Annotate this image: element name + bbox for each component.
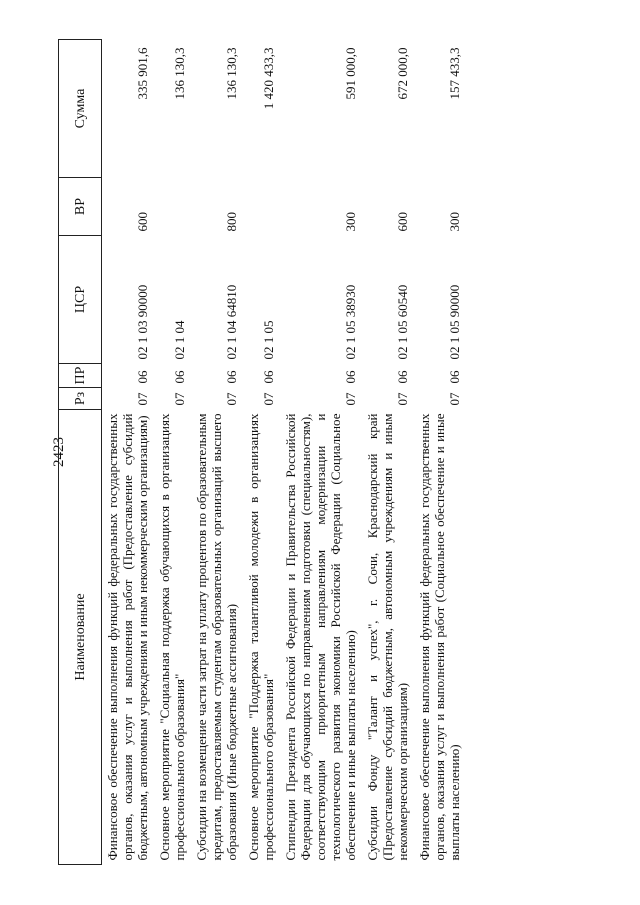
row-pr: 06 (261, 370, 276, 384)
row-csr: 02 1 05 90000 (447, 284, 462, 360)
header-csr: ЦСР (59, 236, 102, 364)
row-pr: 06 (343, 370, 358, 384)
header-sum: Сумма (59, 40, 102, 178)
row-sum: 136 130,3 (224, 47, 239, 100)
row-rz: 07 (447, 392, 462, 406)
row-csr: 02 1 05 38930 (343, 284, 358, 360)
row-pr: 06 (172, 370, 187, 384)
row-name: Основное мероприятие "Социальная поддержка обучающихся в организациях профессионального образования" (157, 413, 187, 861)
row-name: Субсидии на возмещение части затрат на уплату процентов по образовательным кредитам, предоставляемым студентам образовательных организаций высшего образования (Иные бюджетные ассигнования) (194, 413, 239, 861)
row-rz: 07 (224, 392, 239, 406)
row-sum: 1 420 433,3 (261, 47, 276, 110)
row-pr: 06 (447, 370, 462, 384)
row-rz: 07 (135, 392, 150, 406)
row-csr: 02 1 05 60540 (395, 284, 410, 360)
header-pr: ПР (59, 364, 102, 388)
row-csr: 02 1 05 (261, 320, 276, 360)
row-pr: 06 (135, 370, 150, 384)
row-rz: 07 (395, 392, 410, 406)
row-name: Финансовое обеспечение выполнения функций федеральных государственных органов, оказания услуг и выполнения работ (Предоставление субсидий бюджетным, автономным учреждениям и иным некоммерческим организациям) (105, 413, 150, 861)
row-rz: 07 (261, 392, 276, 406)
row-vr: 600 (395, 212, 410, 232)
row-name: Финансовое обеспечение выполнения функций федеральных государственных органов, оказания услуг и выполнения работ (Социальное обеспечение и иные выплаты населению) (417, 413, 462, 861)
page-number: 2423 (51, 437, 67, 467)
row-rz: 07 (343, 392, 358, 406)
row-vr: 300 (343, 212, 358, 232)
table-row (362, 40, 414, 865)
row-csr: 02 1 03 90000 (135, 284, 150, 360)
row-name: Субсидии Фонду "Талант и успех", г. Сочи, Краснодарский край (Предоставление субсидий бюджетным, автономным учреждениям и иным некоммерческим организациям) (365, 413, 410, 861)
row-vr (154, 178, 191, 236)
header-name: Наименование (59, 410, 102, 865)
row-pr: 06 (395, 370, 410, 384)
row-sum: 335 901,6 (135, 47, 150, 100)
row-sum: 157 433,3 (447, 47, 462, 100)
row-vr: 800 (224, 212, 239, 232)
table-row (280, 40, 362, 865)
table-row (243, 40, 280, 865)
row-csr: 02 1 04 (172, 320, 187, 360)
row-sum: 591 000,0 (343, 47, 358, 100)
header-rz: Рз (59, 388, 102, 410)
table-row (102, 40, 155, 865)
row-vr (243, 178, 280, 236)
table-header-row (59, 40, 102, 865)
row-name: Стипендии Президента Российской Федерации и Правительства Российской Федерации для обучающихся по направлениям подготовки (специальностям), соответствующим приоритетным направлениям модернизации и технологического развития экономики Российской Федерации (Социальное обеспечение и иные выплаты населению) (283, 413, 358, 861)
row-csr: 02 1 04 64810 (224, 284, 239, 360)
row-sum: 136 130,3 (172, 47, 187, 100)
table-row (191, 40, 243, 865)
row-name: Основное мероприятие "Поддержка талантливой молодежи в организациях профессионального образования" (246, 413, 276, 861)
row-vr: 600 (135, 212, 150, 232)
row-pr: 06 (224, 370, 239, 384)
row-rz: 07 (172, 392, 187, 406)
table-row (154, 40, 191, 865)
row-vr: 300 (447, 212, 462, 232)
header-vr: ВР (59, 178, 102, 236)
budget-table (58, 39, 466, 865)
row-sum: 672 000,0 (395, 47, 410, 100)
table-row (414, 40, 466, 865)
budget-table-sheet (58, 40, 568, 865)
